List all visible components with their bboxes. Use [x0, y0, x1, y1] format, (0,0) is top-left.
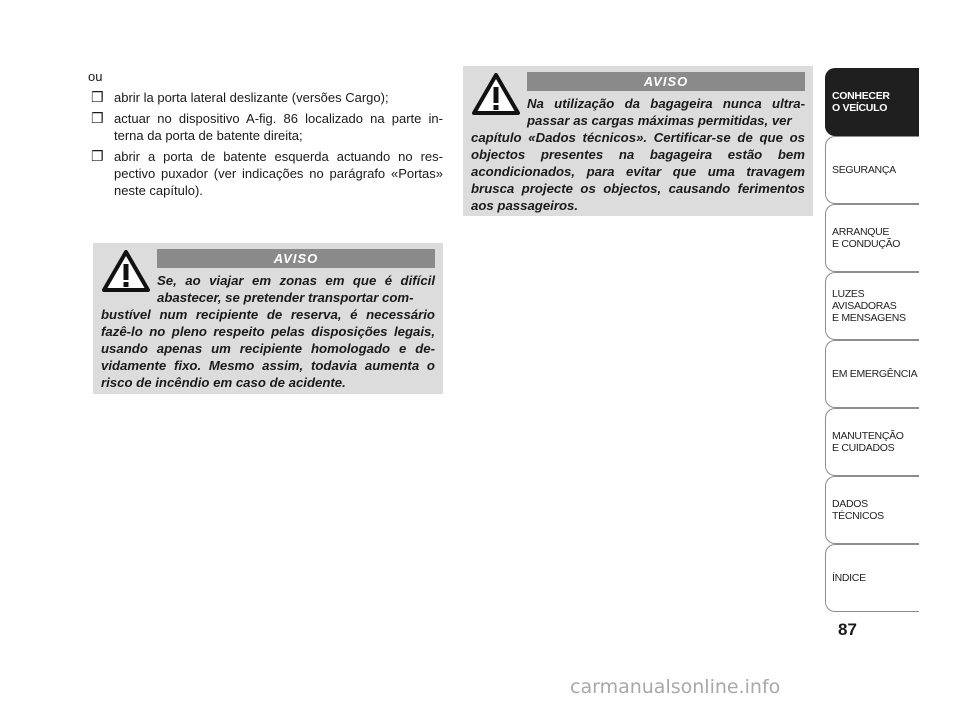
tab-arranque-conducao[interactable]: ARRANQUE E CONDUÇÃO [825, 204, 919, 272]
warning-text: Se, ao viajar em zonas em que é difícil abastecer, se pretender transportar com- bustível num recipiente de reserva, é necessário fazê-lo no pleno respeito pelas disposições legais, usando apenas um recipiente homologado e de-vidamente fixo. Mesmo assim, todavia aumenta o risco de incêndio em caso de acidente. [101, 273, 435, 390]
checkbox-icon: ❒ [91, 148, 104, 164]
tab-dados-tecnicos[interactable]: DADOS TÉCNICOS [825, 476, 919, 544]
tab-em-emergencia[interactable]: EM EMERGÊNCIA [825, 340, 919, 408]
tab-manutencao-cuidados[interactable]: MANUTENÇÃO E CUIDADOS [825, 408, 919, 476]
warning-text: Na utilização da bagageira nunca ultra-passar as cargas máximas permitidas, ver capítulo «Dados técnicos». Certificar-se de que os objectos presentes na bagageira estão bem acondicionados, para evitar que uma travagem brusca projecte os objectos, causando ferimentos aos passageiros. [471, 96, 805, 213]
warning-label: AVISO [157, 249, 435, 268]
bullet-list [88, 89, 443, 199]
list-item: ❒ abrir a porta de batente esquerda actuando no res- pectivo puxador (ver indicações no parágrafo «Portas» neste capítulo). [91, 148, 443, 198]
warning-box-luggage [463, 66, 813, 216]
intro-text: ou [88, 69, 103, 84]
left-column [88, 68, 443, 203]
warning-triangle-icon [101, 249, 151, 293]
watermark: carmanualsonline.info [570, 676, 781, 698]
tab-seguranca[interactable]: SEGURANÇA [825, 136, 919, 204]
tab-conhecer-veiculo[interactable]: CONHECER O VEÍCULO [825, 68, 919, 136]
tab-luzes-avisadoras[interactable]: LUZES AVISADORAS E MENSAGENS [825, 272, 919, 340]
checkbox-icon: ❒ [91, 110, 104, 126]
warning-box-fuel [93, 243, 443, 394]
section-tabs [825, 68, 919, 612]
list-item: ❒ abrir la porta lateral deslizante (versões Cargo); [91, 89, 389, 105]
page-number: 87 [838, 620, 857, 639]
warning-label: AVISO [527, 72, 805, 91]
warning-triangle-icon [471, 72, 521, 116]
checkbox-icon: ❒ [91, 89, 104, 105]
list-item: ❒ actuar no dispositivo A-fig. 86 localizado na parte in- terna da porta de batente direita; [91, 110, 443, 143]
tab-indice[interactable]: ÍNDICE [825, 544, 919, 612]
